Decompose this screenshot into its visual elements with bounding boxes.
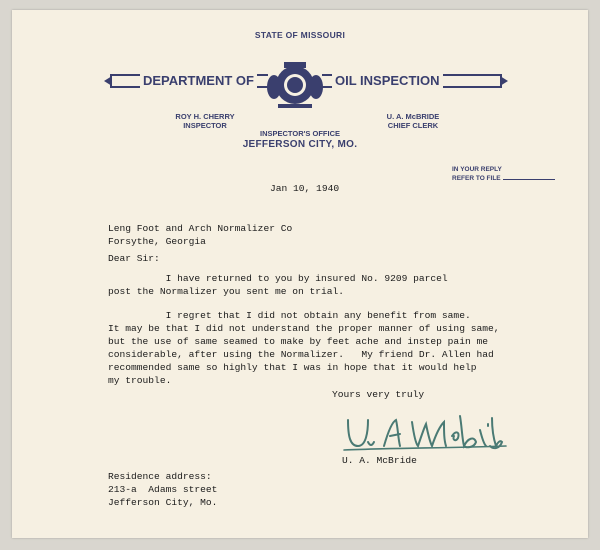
recipient-address: Leng Foot and Arch Normalizer Co Forsythe, Georgia <box>108 223 293 247</box>
officer-chief-clerk-name: U. A. McBRIDE <box>386 112 440 121</box>
body-paragraph-1: I have returned to you by insured No. 9209 parcel post the Normalizer you sent me on trial. <box>108 273 448 297</box>
salutation: Dear Sir: <box>108 253 160 264</box>
missouri-seal-icon <box>262 58 328 112</box>
officer-inspector-name: ROY H. CHERRY <box>175 112 235 121</box>
officer-inspector-title: INSPECTOR <box>183 121 227 130</box>
letterhead-state: STATE OF MISSOURI <box>254 30 346 40</box>
handwritten-signature <box>340 402 510 458</box>
reply-file-blank <box>503 179 555 180</box>
body-paragraph-2: I regret that I did not obtain any benefit from same. It may be that I did not understand the proper manner of using same, but the use of same seamed to make by feet ache and instep pain me considerable, after using the Normalizer. My friend Dr. Allen had recommended same so highly that I was in hope that it would help my trouble. <box>108 310 500 386</box>
banner-arrow-right <box>500 76 508 86</box>
officer-chief-clerk <box>368 112 458 130</box>
letter-page <box>12 10 588 538</box>
officer-chief-clerk-title: CHIEF CLERK <box>387 121 439 130</box>
residence-address: Residence address: 213-a Adams street Jefferson City, Mo. <box>108 471 218 508</box>
letterhead-office: INSPECTOR'S OFFICE <box>260 129 340 138</box>
closing: Yours very truly <box>332 389 425 400</box>
letter-date: Jan 10, 1940 <box>270 183 340 194</box>
letterhead-department: DEPARTMENT OF <box>140 73 257 88</box>
officer-inspector <box>160 112 250 130</box>
signature-typed-name: U. A. McBride <box>342 455 417 466</box>
reply-line-2: REFER TO FILE <box>452 175 501 182</box>
letterhead-oil-inspection: OIL INSPECTION <box>332 73 443 88</box>
reply-line-1: IN YOUR REPLY <box>452 166 502 173</box>
reply-reference <box>452 165 555 183</box>
letterhead-city: JEFFERSON CITY, MO. <box>242 139 358 150</box>
